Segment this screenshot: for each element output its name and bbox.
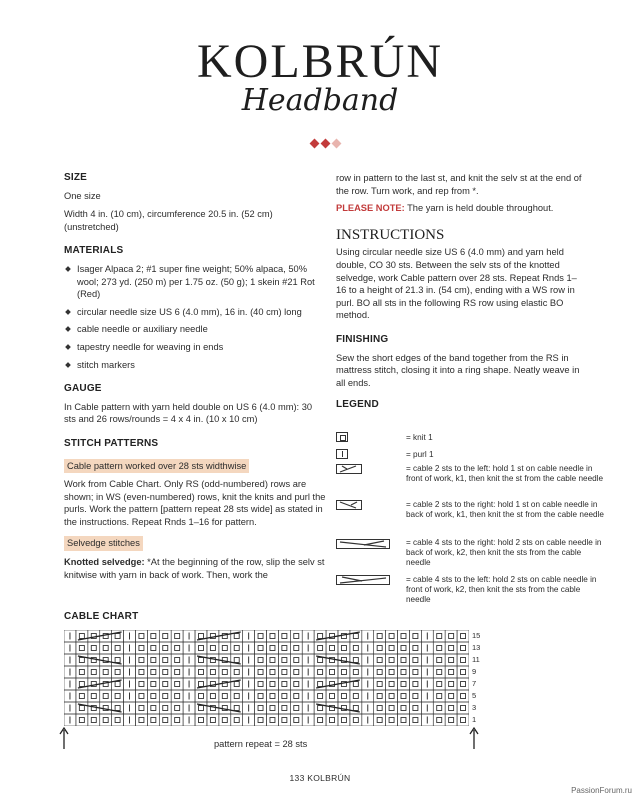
repeat-start-arrow-icon [58,726,70,750]
legend-cable-2-right: = cable 2 sts to the right: hold 1 st on cable needle in back of work, k1, then knit the st from the cable needle [406,500,604,519]
materials-list [64,263,326,371]
finishing-heading: FINISHING [336,333,389,345]
purl-symbol-icon [336,449,348,459]
legend-purl: = purl 1 [406,450,434,459]
note: PLEASE NOTE: The yarn is held double throughout. [336,203,554,214]
selvedge-tag: Selvedge stitches [64,536,143,551]
left-column [64,172,326,581]
note-label: PLEASE NOTE: [336,203,405,214]
legend-heading: LEGEND [336,399,379,411]
selvedge-label: Knotted selvedge: [64,557,145,568]
page-footer: 133 KOLBRÚN [289,773,351,783]
cable-pattern-tag: Cable pattern worked over 28 sts widthwise [64,459,249,474]
gauge-text: In Cable pattern with yarn held double on US 6 (4.0 mm): 30 sts and 26 rows/rounds = 4 x 4 in. (10 x 10 cm) [64,401,313,425]
cable-2-right-icon [336,500,362,510]
watermark: PassionForum.ru [571,786,632,795]
diamond-icon [321,139,331,149]
size-dimensions: Width 4 in. (10 cm), circumference 20.5 in. (52 cm) (unstretched) [64,209,273,232]
row-label: 11 [472,655,480,664]
legend-knit: = knit 1 [406,433,433,442]
legend [336,430,604,610]
row-label: 3 [472,703,477,712]
instructions-heading: INSTRUCTIONS [336,226,445,243]
diamond-icon [310,139,320,149]
chart-row-labels [0,630,640,730]
page-title: KOLBRÚN [196,35,443,88]
repeat-end-arrow-icon [468,726,480,750]
legend-cable-4-right: = cable 4 sts to the right: hold 2 sts on cable needle in back of work, k2, then knit the sts from the cable needle [406,538,602,567]
list-item: tapestry needle for weaving in ends [64,341,326,354]
selvedge-continued: row in pattern to the last st, and knit the selv st at the end of the row. Turn work, and rep from *. [336,173,582,196]
cable-2-left-icon [336,464,362,474]
instructions-text: Using circular needle size US 6 (4.0 mm) and yarn held double, CO 30 sts. Between the selv sts of the knotted selvedge, work Cable pattern over 28 sts. Repeat Rnds 1–16 to a height of 21.3 in. (54 cm), ending with a WS row in purl. BO all sts in the following RS row using elastic BO method. [336,247,577,321]
legend-cable-2-left: = cable 2 sts to the left: hold 1 st on cable needle in front of work, k1, then knit the st from the cable needle [406,464,604,483]
list-item: circular needle size US 6 (4.0 mm), 16 in. (40 cm) long [64,306,326,319]
materials-heading: MATERIALS [64,245,124,257]
selvedge-text: Knotted selvedge: *At the beginning of the row, slip the selv st knitwise with yarn in back of work. Then, work the [64,557,325,580]
finishing-text: Sew the short edges of the band together from the RS in mattress stitch, closing it into a ring shape. Neatly weave in all ends. [336,352,580,388]
cable-pattern-text: Work from Cable Chart. Only RS (odd-numbered) rows are shown; in WS (even-numbered) rows, knit the knits and purl the purls. Work the pattern [pattern repeat 28 sts wide] as stated in the instructions. Repeat Rnds 1–16 for pattern. [64,479,326,527]
list-item: Isager Alpaca 2; #1 super fine weight; 50% alpaca, 50% wool; 273 yd. (250 m) per 1.75 oz. (50 g); 1 skein #21 Rot (Red) [64,263,326,301]
stitch-patterns-heading: STITCH PATTERNS [64,437,159,449]
chart-title: CABLE CHART [64,611,139,622]
knit-symbol-icon [336,432,348,442]
row-label: 15 [472,631,481,640]
row-label: 1 [472,715,477,724]
gauge-heading: GAUGE [64,383,102,395]
row-label: 5 [472,691,477,700]
list-item: cable needle or auxiliary needle [64,323,326,336]
decorative-diamonds [311,138,351,152]
cable-4-right-icon [336,539,390,549]
legend-cable-4-left: = cable 4 sts to the left: hold 2 sts on cable needle in front of work, k2, then knit the sts from the cable needle [406,575,597,604]
diamond-icon [332,139,342,149]
row-label: 13 [472,643,481,652]
page-subtitle: Headband [241,83,399,118]
row-label: 9 [472,667,477,676]
cable-4-left-icon [336,575,390,585]
pattern-repeat-label: pattern repeat = 28 sts [214,739,308,749]
row-label: 7 [472,679,477,688]
size-text: One size [64,190,101,201]
size-heading: SIZE [64,172,88,183]
right-column [336,172,586,412]
list-item: stitch markers [64,359,326,372]
